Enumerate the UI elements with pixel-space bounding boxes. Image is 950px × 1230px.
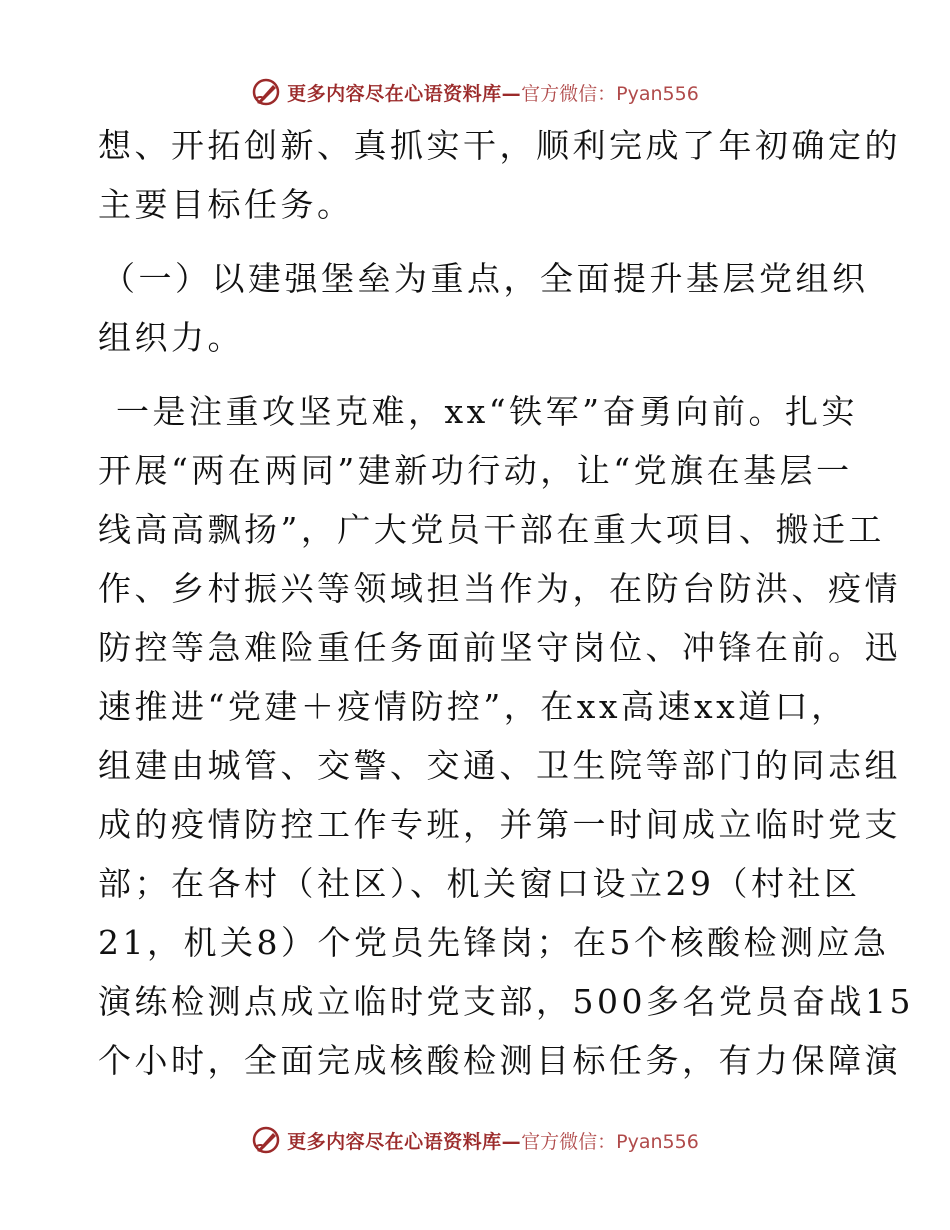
text-line: 成的疫情防控工作专班，并第一时间成立临时党支 xyxy=(98,805,901,844)
watermark-wechat: 官方微信：Pyan556 xyxy=(521,82,699,105)
text-line: 开展“两在两同”建新功行动，让“党旗在基层一 xyxy=(98,451,853,490)
section-heading: （一）以建强堡垒为重点，全面提升基层党组织 xyxy=(102,259,869,298)
watermark-header xyxy=(0,74,950,110)
text-line: 主要目标任务。 xyxy=(98,185,354,224)
text-line: 一是注重攻坚克难，xx“铁军”奋勇向前。扎实 xyxy=(116,392,858,431)
quill-pen-logo-icon xyxy=(251,1125,281,1155)
text-line: 防控等急难险重任务面前坚守岗位、冲锋在前。迅 xyxy=(98,628,901,667)
watermark-text: 更多内容尽在心语资料库— xyxy=(287,82,522,105)
section-heading: 组织力。 xyxy=(98,318,244,357)
text-line: 个小时，全面完成核酸检测目标任务，有力保障演 xyxy=(98,1041,901,1080)
text-line: 想、开拓创新、真抓实干，顺利完成了年初确定的 xyxy=(98,126,901,165)
text-line: 21，机关8）个党员先锋岗；在5个核酸检测应急 xyxy=(98,923,890,962)
text-line: 演练检测点成立临时党支部，500多名党员奋战15 xyxy=(98,982,914,1021)
watermark-wechat: 官方微信：Pyan556 xyxy=(521,1130,699,1153)
text-line: 组建由城管、交警、交通、卫生院等部门的同志组 xyxy=(98,746,901,785)
watermark-text: 更多内容尽在心语资料库— xyxy=(287,1130,522,1153)
text-line: 速推进“党建＋疫情防控”，在xx高速xx道口， xyxy=(98,687,848,726)
text-line: 线高高飘扬”，广大党员干部在重大项目、搬迁工 xyxy=(98,510,885,549)
text-line: 部；在各村（社区）、机关窗口设立29（村社区 xyxy=(98,864,861,903)
watermark-footer xyxy=(0,1122,950,1158)
quill-pen-logo-icon xyxy=(251,77,281,107)
text-line: 作、乡村振兴等领域担当作为，在防台防洪、疫情 xyxy=(98,569,901,608)
